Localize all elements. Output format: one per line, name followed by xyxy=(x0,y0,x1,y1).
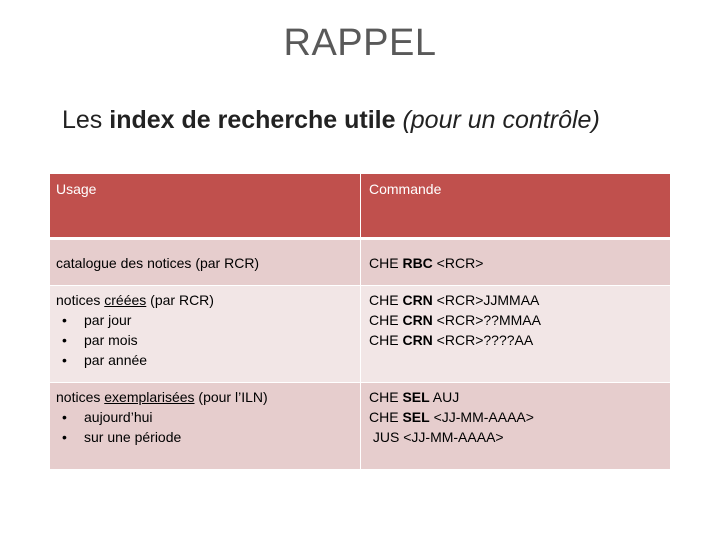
command-pre: CHE xyxy=(369,312,403,328)
table-row xyxy=(50,286,671,383)
command-keyword: CRN xyxy=(402,332,433,348)
usage-cell xyxy=(50,383,361,470)
subtitle-part1: Les xyxy=(62,106,110,134)
table-row xyxy=(50,239,671,286)
usage-pre: notices xyxy=(56,292,105,308)
subtitle-bold: index de recherche utile xyxy=(109,106,396,134)
command-post: <RCR>??MMAA xyxy=(432,312,541,328)
command-post: <RCR>????AA xyxy=(432,332,534,348)
command-pre: CHE xyxy=(369,292,403,308)
subtitle-italic: (pour un contrôle) xyxy=(402,106,600,134)
command-cell xyxy=(361,286,671,383)
command-post: <RCR>JJMMAA xyxy=(432,292,540,308)
command-line xyxy=(369,387,664,407)
table-row xyxy=(50,383,671,470)
list-item: • par année xyxy=(56,350,354,370)
usage-pre: notices xyxy=(56,389,105,405)
command-post: AUJ xyxy=(429,389,460,405)
header-commande: Commande xyxy=(361,174,671,239)
command-line xyxy=(369,310,664,330)
command-cell xyxy=(361,383,671,470)
command-keyword: CRN xyxy=(402,312,433,328)
list-item: • par jour xyxy=(56,310,354,330)
usage-post: (pour l’ILN) xyxy=(194,389,268,405)
command-keyword: RBC xyxy=(402,254,433,271)
slide-title: RAPPEL xyxy=(283,22,437,64)
command-pre: CHE xyxy=(369,254,403,271)
command-keyword: SEL xyxy=(402,389,430,405)
command-line xyxy=(369,330,664,350)
command-keyword: CRN xyxy=(402,292,433,308)
usage-heading xyxy=(56,387,354,407)
list-item: • aujourd’hui xyxy=(56,407,354,427)
command-line xyxy=(369,290,664,310)
command-keyword: SEL xyxy=(402,409,430,425)
command-line xyxy=(369,407,664,427)
usage-heading xyxy=(56,290,354,310)
table-header-row xyxy=(50,174,671,239)
usage-underlined: exemplarisées xyxy=(104,389,195,405)
command-pre: CHE xyxy=(369,332,403,348)
slide-subtitle xyxy=(62,106,600,135)
header-usage: Usage xyxy=(50,174,361,239)
command-pre: JUS <JJ-MM-AAAA> xyxy=(369,429,504,445)
command-post: <JJ-MM-AAAA> xyxy=(429,409,534,425)
usage-cell xyxy=(50,286,361,383)
command-pre: CHE xyxy=(369,409,403,425)
command-pre: CHE xyxy=(369,389,403,405)
usage-cell: catalogue des notices (par RCR) xyxy=(50,239,361,286)
usage-post: (par RCR) xyxy=(146,292,214,308)
list-item: • par mois xyxy=(56,330,354,350)
usage-underlined: créées xyxy=(104,292,147,308)
command-line xyxy=(369,427,664,447)
command-post: <RCR> xyxy=(432,254,484,271)
index-table xyxy=(49,174,671,469)
command-cell xyxy=(361,239,671,286)
list-item: • sur une période xyxy=(56,427,354,447)
